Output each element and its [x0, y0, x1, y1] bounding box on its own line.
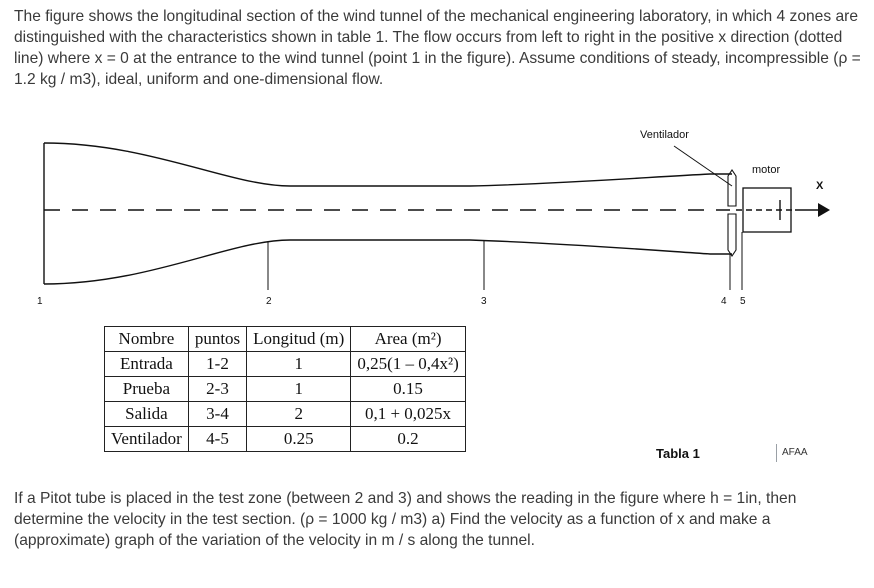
table-cell: 0.2: [351, 427, 465, 452]
fan-pointer: [674, 146, 732, 186]
table-row: [105, 377, 466, 402]
table-header-cell: puntos: [188, 327, 246, 352]
point-3-label: 3: [481, 296, 487, 307]
fan-label: Ventilador: [640, 129, 689, 141]
table-cell: 3-4: [188, 402, 246, 427]
intro-paragraph: The figure shows the longitudinal section of the wind tunnel of the mechanical engineering laboratory, in which 4 zones are distinguished with the characteristics shown in table 1. The flow occurs from left to right in the positive x direction (dotted line) where x = 0 at the entrance to the wind tunnel (point 1 in the figure). Assume conditions of steady, incompressible (ρ = 1.2 kg / m3), ideal, uniform and one-dimensional flow.: [14, 8, 861, 88]
motor-label: motor: [752, 164, 781, 176]
table-cell: 1: [247, 352, 351, 377]
x-axis-arrowhead: [818, 203, 830, 217]
table-header-cell: Longitud (m): [247, 327, 351, 352]
table-header-cell: Nombre: [105, 327, 189, 352]
fan-blade-top: [728, 170, 736, 206]
fan-blade-bottom: [728, 214, 736, 256]
watermark-divider: [776, 444, 777, 462]
table-cell: 0,25(1 – 0,4x²): [351, 352, 465, 377]
table-cell: Ventilador: [105, 427, 189, 452]
tunnel-wall-top: [44, 143, 732, 186]
watermark-text: AFAA: [782, 447, 808, 458]
table-header-cell: Area (m²): [351, 327, 465, 352]
table-cell: 1: [247, 377, 351, 402]
x-axis-label: X: [816, 180, 824, 192]
table-caption: Tabla 1: [656, 446, 700, 461]
table-cell: 2: [247, 402, 351, 427]
table-row: [105, 427, 466, 452]
tunnel-wall-bottom: [44, 240, 732, 284]
table-cell: 1-2: [188, 352, 246, 377]
zones-table: [104, 326, 466, 452]
table-cell: Entrada: [105, 352, 189, 377]
point-2-label: 2: [266, 296, 272, 307]
table-cell: 2-3: [188, 377, 246, 402]
table-header-row: [105, 327, 466, 352]
point-4-label: 4: [721, 296, 727, 307]
table-cell: Salida: [105, 402, 189, 427]
table-cell: 4-5: [188, 427, 246, 452]
table-cell: 0,1 + 0,025x: [351, 402, 465, 427]
table-cell: 0.25: [247, 427, 351, 452]
table-row: [105, 352, 466, 377]
point-1-label: 1: [37, 296, 43, 307]
point-5-label: 5: [740, 296, 746, 307]
question-paragraph: If a Pitot tube is placed in the test zone (between 2 and 3) and shows the reading in the figure where h = 1in, then determine the velocity in the test section. (ρ = 1000 kg / m3) a) Find the velocity as a function of x and make a (approximate) graph of the variation of the velocity in m / s along the tunnel.: [14, 490, 797, 549]
table-cell: 0.15: [351, 377, 465, 402]
table-row: [105, 402, 466, 427]
table-cell: Prueba: [105, 377, 189, 402]
